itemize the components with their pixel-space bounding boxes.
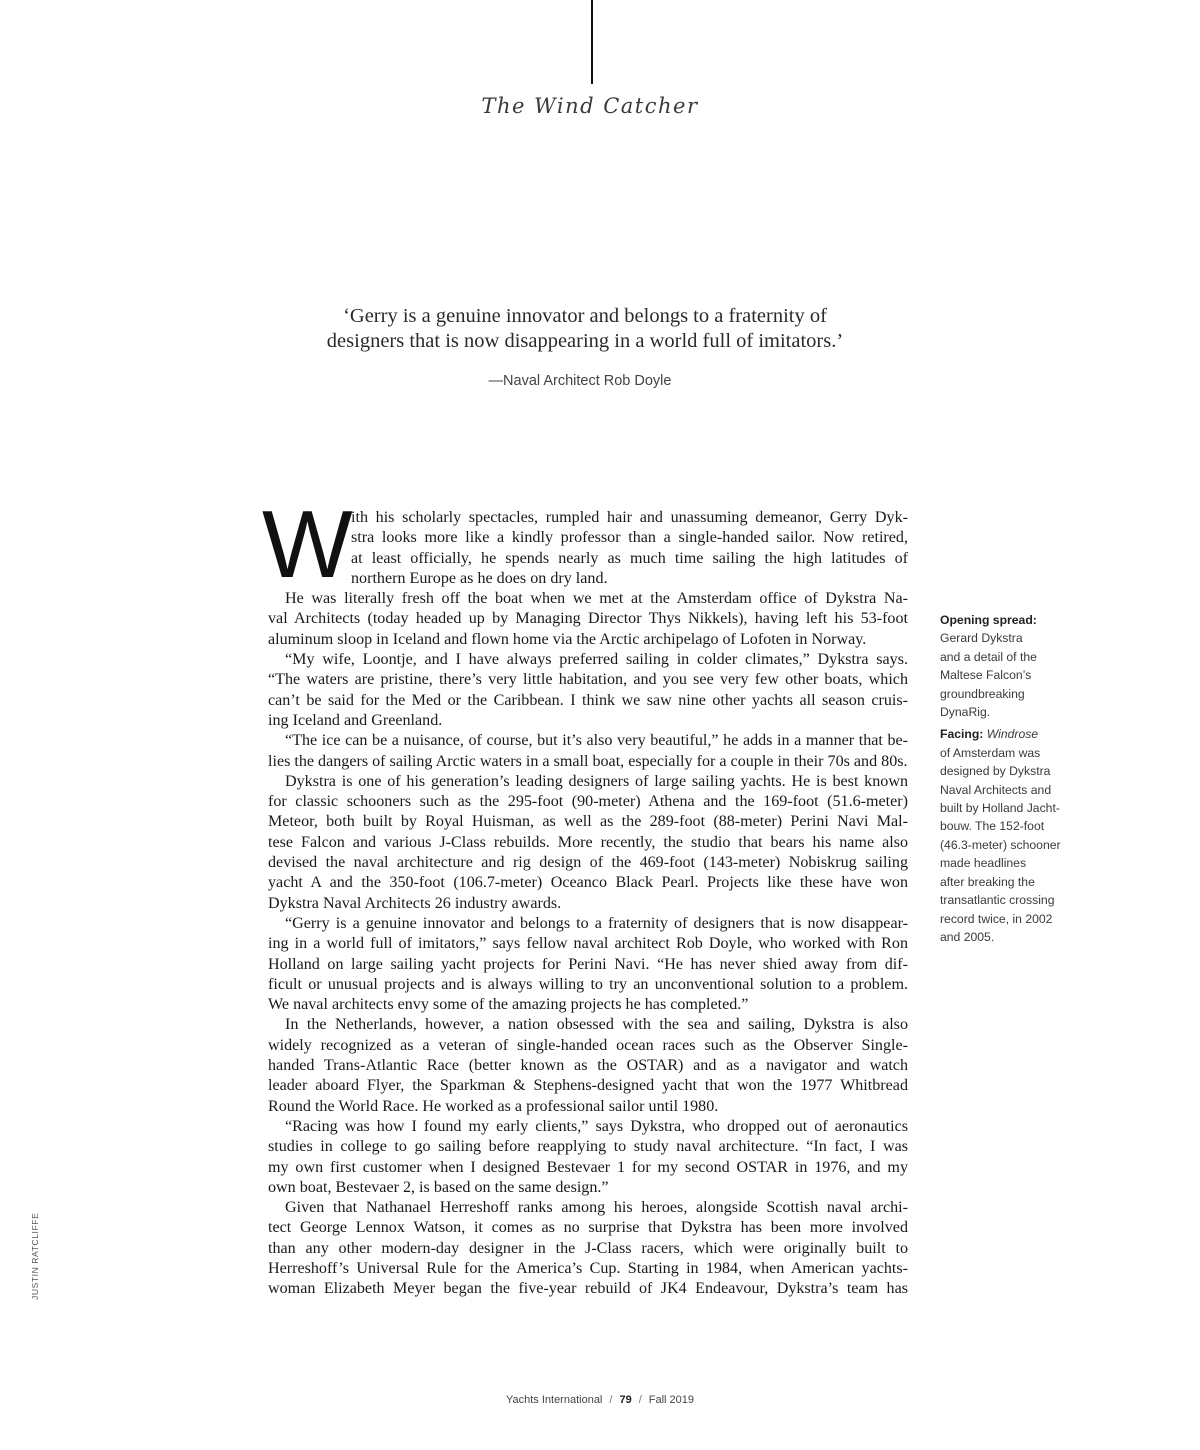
body-line: studies in college to go sailing before reapplying to study naval architecture. “In fact, I was [268, 1138, 908, 1156]
pull-quote-line: ‘Gerry is a genuine innovator and belongs to a fraternity of [343, 305, 827, 327]
body-line: Holland on large sailing yacht projects for Perini Navi. “He has never shied away from dif- [268, 955, 908, 973]
caption-line: Gerard Dykstra [940, 631, 1023, 646]
body-line: Meteor, both built by Royal Huisman, as well as the 289-foot (88-meter) Perini Navi Mal- [268, 813, 908, 831]
body-line: “My wife, Loontje, and I have always preferred sailing in colder climates,” Dykstra says. [285, 651, 908, 669]
body-line: own boat, Bestevaer 2, is based on the same design.” [268, 1178, 609, 1196]
footer-separator: / [638, 1394, 642, 1406]
caption-line: built by Holland Jacht- [940, 801, 1060, 816]
body-line: can’t be said for the Med or the Caribbean. I think we saw nine other yachts all season cruis- [268, 691, 908, 709]
article-body [262, 491, 908, 1300]
body-line: Given that Nathanael Herreshoff ranks among his heroes, alongside Scottish naval archi- [285, 1199, 908, 1217]
body-line: my own first customer when I designed Bestevaer 1 for my second OSTAR in 1976, and my [268, 1158, 908, 1176]
caption-line: bouw. The 152-foot [940, 819, 1045, 834]
body-line: for classic schooners such as the 295-foot (90-meter) Athena and the 169-foot (51.6-meter) [268, 793, 908, 811]
body-line: handed Trans-Atlantic Race (better known as the OSTAR) and as a navigator and watch [268, 1057, 908, 1075]
photo-caption [940, 611, 1080, 950]
body-line: northern Europe as he does on dry land. [351, 569, 608, 587]
section-title: The Wind Catcher [481, 94, 699, 118]
page-footer [400, 1394, 800, 1406]
caption-label: Opening spread: [940, 613, 1037, 627]
drop-cap: W [262, 491, 353, 598]
pull-quote [300, 304, 870, 354]
pull-quote-attribution: —Naval Architect Rob Doyle [488, 373, 672, 389]
body-line: Herreshoff’s Universal Rule for the America’s Cup. Starting in 1984, when American yachts- [268, 1259, 908, 1277]
body-line: tect George Lennox Watson, it comes as no surprise that Dykstra has been more involved [268, 1219, 908, 1237]
caption-line: Windrose [986, 727, 1039, 742]
body-line: yacht A and the 350-foot (106.7-meter) Oceanco Black Pearl. Projects like these have won [268, 874, 908, 892]
caption-line: transatlantic crossing [940, 893, 1055, 908]
body-line: leader aboard Flyer, the Sparkman & Stephens-designed yacht that won the 1977 Whitbread [268, 1077, 908, 1095]
body-line: In the Netherlands, however, a nation obsessed with the sea and sailing, Dykstra is also [285, 1016, 908, 1034]
body-line: than any other modern-day designer in the J-Class racers, which were originally built to [268, 1239, 908, 1257]
body-line: We naval architects envy some of the amazing projects he has completed.” [268, 996, 749, 1014]
issue-date: Fall 2019 [648, 1394, 695, 1406]
pull-quote-line: designers that is now disappearing in a world full of imitators.’ [326, 330, 844, 352]
vertical-rule [591, 0, 593, 84]
body-line: at least officially, he spends nearly as much time sailing the high latitudes of [351, 549, 908, 567]
body-line: “Gerry is a genuine innovator and belongs to a fraternity of designers that is now disappear- [285, 914, 908, 932]
publication-name: Yachts International [505, 1394, 603, 1406]
caption-line: record twice, in 2002 [940, 911, 1053, 926]
body-line: aluminum sloop in Iceland and flown home via the Arctic archipelago of Lofoten in Norway. [268, 630, 867, 648]
caption-line: designed by Dykstra [940, 764, 1051, 779]
body-line: stra looks more like a kindly professor than a single-handed sailor. Now retired, [351, 529, 908, 547]
page-number: 79 [619, 1394, 632, 1406]
caption-line: and a detail of the [940, 649, 1037, 664]
body-line: He was literally fresh off the boat when we met at the Amsterdam office of Dykstra Na- [285, 590, 908, 608]
caption-line: of Amsterdam was [940, 745, 1041, 760]
caption-line: (46.3-meter) schooner [940, 837, 1061, 852]
footer-separator: / [609, 1394, 613, 1406]
opening-paragraph [262, 491, 908, 598]
body-line: val Architects (today headed up by Managing Director Thys Nikkels), having left his 53-foot [268, 610, 908, 628]
body-line: Dykstra is one of his generation’s leading designers of large sailing yachts. He is best known [285, 772, 908, 790]
body-line: woman Elizabeth Meyer began the five-year rebuild of JK4 Endeavour, Dykstra’s team has [268, 1280, 908, 1298]
body-line: Round the World Race. He worked as a professional sailor until 1980. [268, 1097, 719, 1115]
photo-credit: JUSTIN RATCLIFFE [30, 1212, 40, 1300]
caption-label: Facing: [940, 727, 984, 742]
caption-opening-spread [940, 611, 1080, 721]
body-line: ith his scholarly spectacles, rumpled hair and unassuming demeanor, Gerry Dyk- [351, 509, 908, 526]
body-line: ing in a world full of imitators,” says fellow naval architect Rob Doyle, who worked with Ron [268, 935, 908, 953]
body-line: ing Iceland and Greenland. [268, 711, 443, 729]
body-line: devised the naval architecture and rig design of the 469-foot (143-meter) Nobiskrug sailing [268, 854, 908, 872]
caption-line: and 2005. [940, 929, 995, 944]
body-line: Dykstra Naval Architects 26 industry awards. [268, 894, 562, 912]
caption-line: Maltese Falcon’s [940, 668, 1032, 683]
body-line: ficult or unusual projects and is always willing to try an unconventional solution to a problem. [268, 975, 908, 993]
body-line: “Racing was how I found my early clients,” says Dykstra, who dropped out of aeronautics [285, 1117, 908, 1135]
body-line: “The ice can be a nuisance, of course, but it’s also very beautiful,” he adds in a manner that be- [285, 732, 908, 750]
body-line: “The waters are pristine, there’s very little habitation, and you see very few other boats, which [268, 671, 908, 689]
caption-line: DynaRig. [940, 705, 991, 720]
body-line: lies the dangers of sailing Arctic waters in a small boat, especially for a couple in their 70s and 80s. [268, 752, 908, 770]
caption-line: Naval Architects and [940, 782, 1052, 797]
caption-facing [940, 725, 1080, 946]
caption-line: after breaking the [940, 874, 1035, 889]
caption-line: groundbreaking [940, 686, 1025, 701]
body-line: tese Falcon and various J-Class rebuilds. More recently, the studio that bears his name also [268, 833, 908, 851]
caption-line: made headlines [940, 856, 1027, 871]
body-line: widely recognized as a veteran of single-handed ocean races such as the Observer Single- [268, 1036, 908, 1054]
